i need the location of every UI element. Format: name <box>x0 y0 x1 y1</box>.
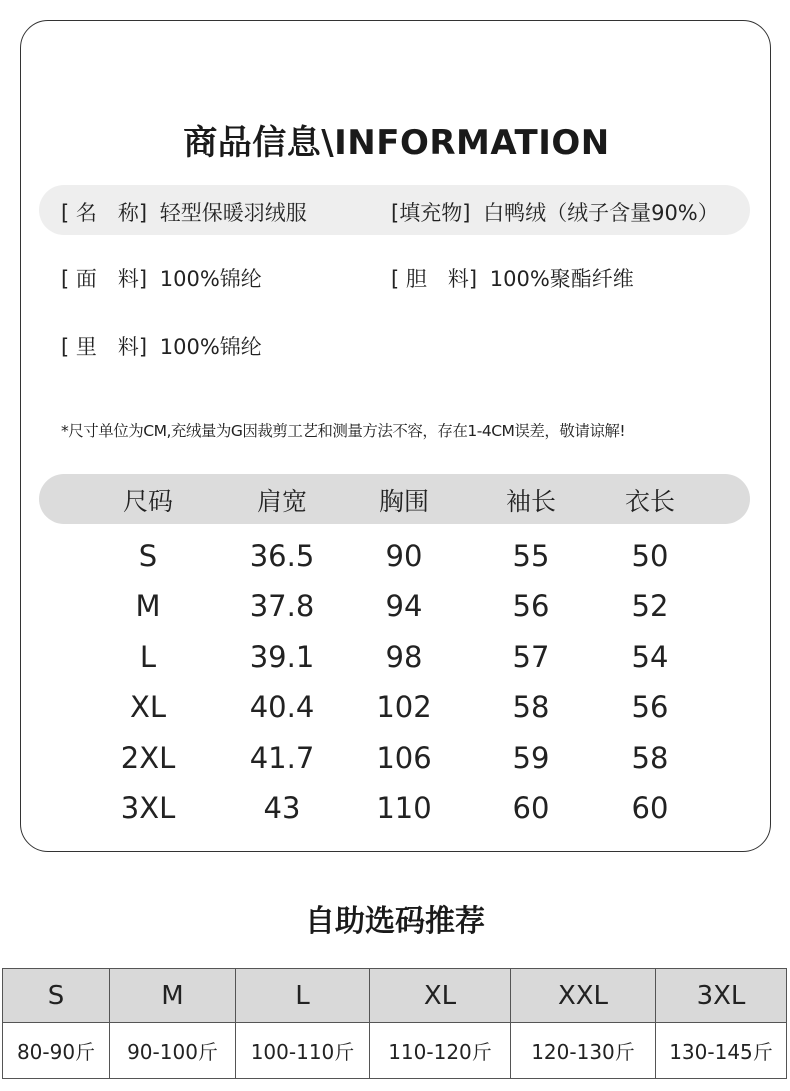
lining-label: [ 里 料] <box>61 335 148 359</box>
size-value-cell: 94 <box>385 589 423 624</box>
size-value-cell: 54 <box>631 639 669 674</box>
recommend-size-cell: XL <box>370 969 511 1023</box>
recommend-size-cell: 3XL <box>656 969 787 1023</box>
size-value-cell: 98 <box>385 639 423 674</box>
size-value-cell: 59 <box>512 740 550 775</box>
filling-value: 白鸭绒（绒子含量90%） <box>483 201 719 225</box>
size-value-cell: 60 <box>631 791 669 825</box>
name-label: [ 名 称] <box>61 201 148 225</box>
liner-row <box>391 263 634 293</box>
size-value-cell: 60 <box>512 791 550 825</box>
size-value-cell: 50 <box>631 539 669 573</box>
size-column-header: 衣长 <box>624 487 675 516</box>
recommend-title: 自助选码推荐 <box>305 904 485 939</box>
size-label-cell: XL <box>129 690 167 725</box>
measurement-note: *尺寸单位为CM,充绒量为G因裁剪工艺和测量方法不容，存在1-4CM误差，敬请谅解! <box>61 422 626 440</box>
size-value-cell: 102 <box>376 690 432 725</box>
recommend-weight-row <box>3 1023 787 1079</box>
lining-value: 100%锦纶 <box>159 335 262 359</box>
liner-value: 100%聚酯纤维 <box>489 267 634 291</box>
size-value-cell: 58 <box>512 690 550 725</box>
recommend-size-cell: S <box>3 969 110 1023</box>
shell-row <box>61 263 262 293</box>
size-column-header: 尺码 <box>122 487 173 516</box>
size-label-cell: M <box>135 589 161 624</box>
product-info-card <box>20 20 771 852</box>
filling-label: [填充物] <box>391 201 471 225</box>
size-value-cell: 110 <box>376 791 432 825</box>
size-value-cell: 37.8 <box>249 589 315 624</box>
liner-label: [ 胆 料] <box>391 267 478 291</box>
recommend-size-row <box>3 969 787 1023</box>
size-value-cell: 52 <box>631 589 669 624</box>
recommend-size-cell: M <box>110 969 236 1023</box>
recommend-size-cell: L <box>236 969 370 1023</box>
size-label-cell: 3XL <box>120 791 176 825</box>
size-label-cell: L <box>139 639 157 674</box>
size-value-cell: 40.4 <box>249 690 315 725</box>
filling-row <box>391 197 719 227</box>
size-column-header: 胸围 <box>378 487 429 516</box>
recommend-weight-cell: 110-120斤 <box>370 1023 511 1079</box>
recommend-weight-cell: 120-130斤 <box>511 1023 656 1079</box>
recommend-weight-cell: 80-90斤 <box>3 1023 110 1079</box>
size-value-cell: 56 <box>631 690 669 725</box>
size-value-cell: 90 <box>385 539 423 573</box>
size-column-header: 肩宽 <box>256 487 307 516</box>
name-row <box>61 197 307 227</box>
recommend-size-cell: XXL <box>511 969 656 1023</box>
size-column-header: 袖长 <box>505 487 556 516</box>
recommend-table <box>2 968 787 1079</box>
size-value-cell: 106 <box>376 740 432 775</box>
size-value-cell: 55 <box>512 539 550 573</box>
shell-label: [ 面 料] <box>61 267 148 291</box>
recommend-weight-cell: 100-110斤 <box>236 1023 370 1079</box>
size-value-cell: 36.5 <box>249 539 315 573</box>
recommend-weight-cell: 90-100斤 <box>110 1023 236 1079</box>
size-value-cell: 39.1 <box>249 639 315 674</box>
info-title: 商品信息\INFORMATION <box>183 123 610 163</box>
size-value-cell: 56 <box>512 589 550 624</box>
shell-value: 100%锦纶 <box>159 267 262 291</box>
size-label-cell: S <box>138 539 158 573</box>
size-label-cell: 2XL <box>120 740 176 775</box>
lining-row <box>61 331 262 361</box>
size-value-cell: 43 <box>263 791 301 825</box>
recommend-weight-cell: 130-145斤 <box>656 1023 787 1079</box>
size-value-cell: 57 <box>512 639 550 674</box>
size-value-cell: 41.7 <box>249 740 315 775</box>
size-value-cell: 58 <box>631 740 669 775</box>
name-value: 轻型保暖羽绒服 <box>159 201 307 225</box>
